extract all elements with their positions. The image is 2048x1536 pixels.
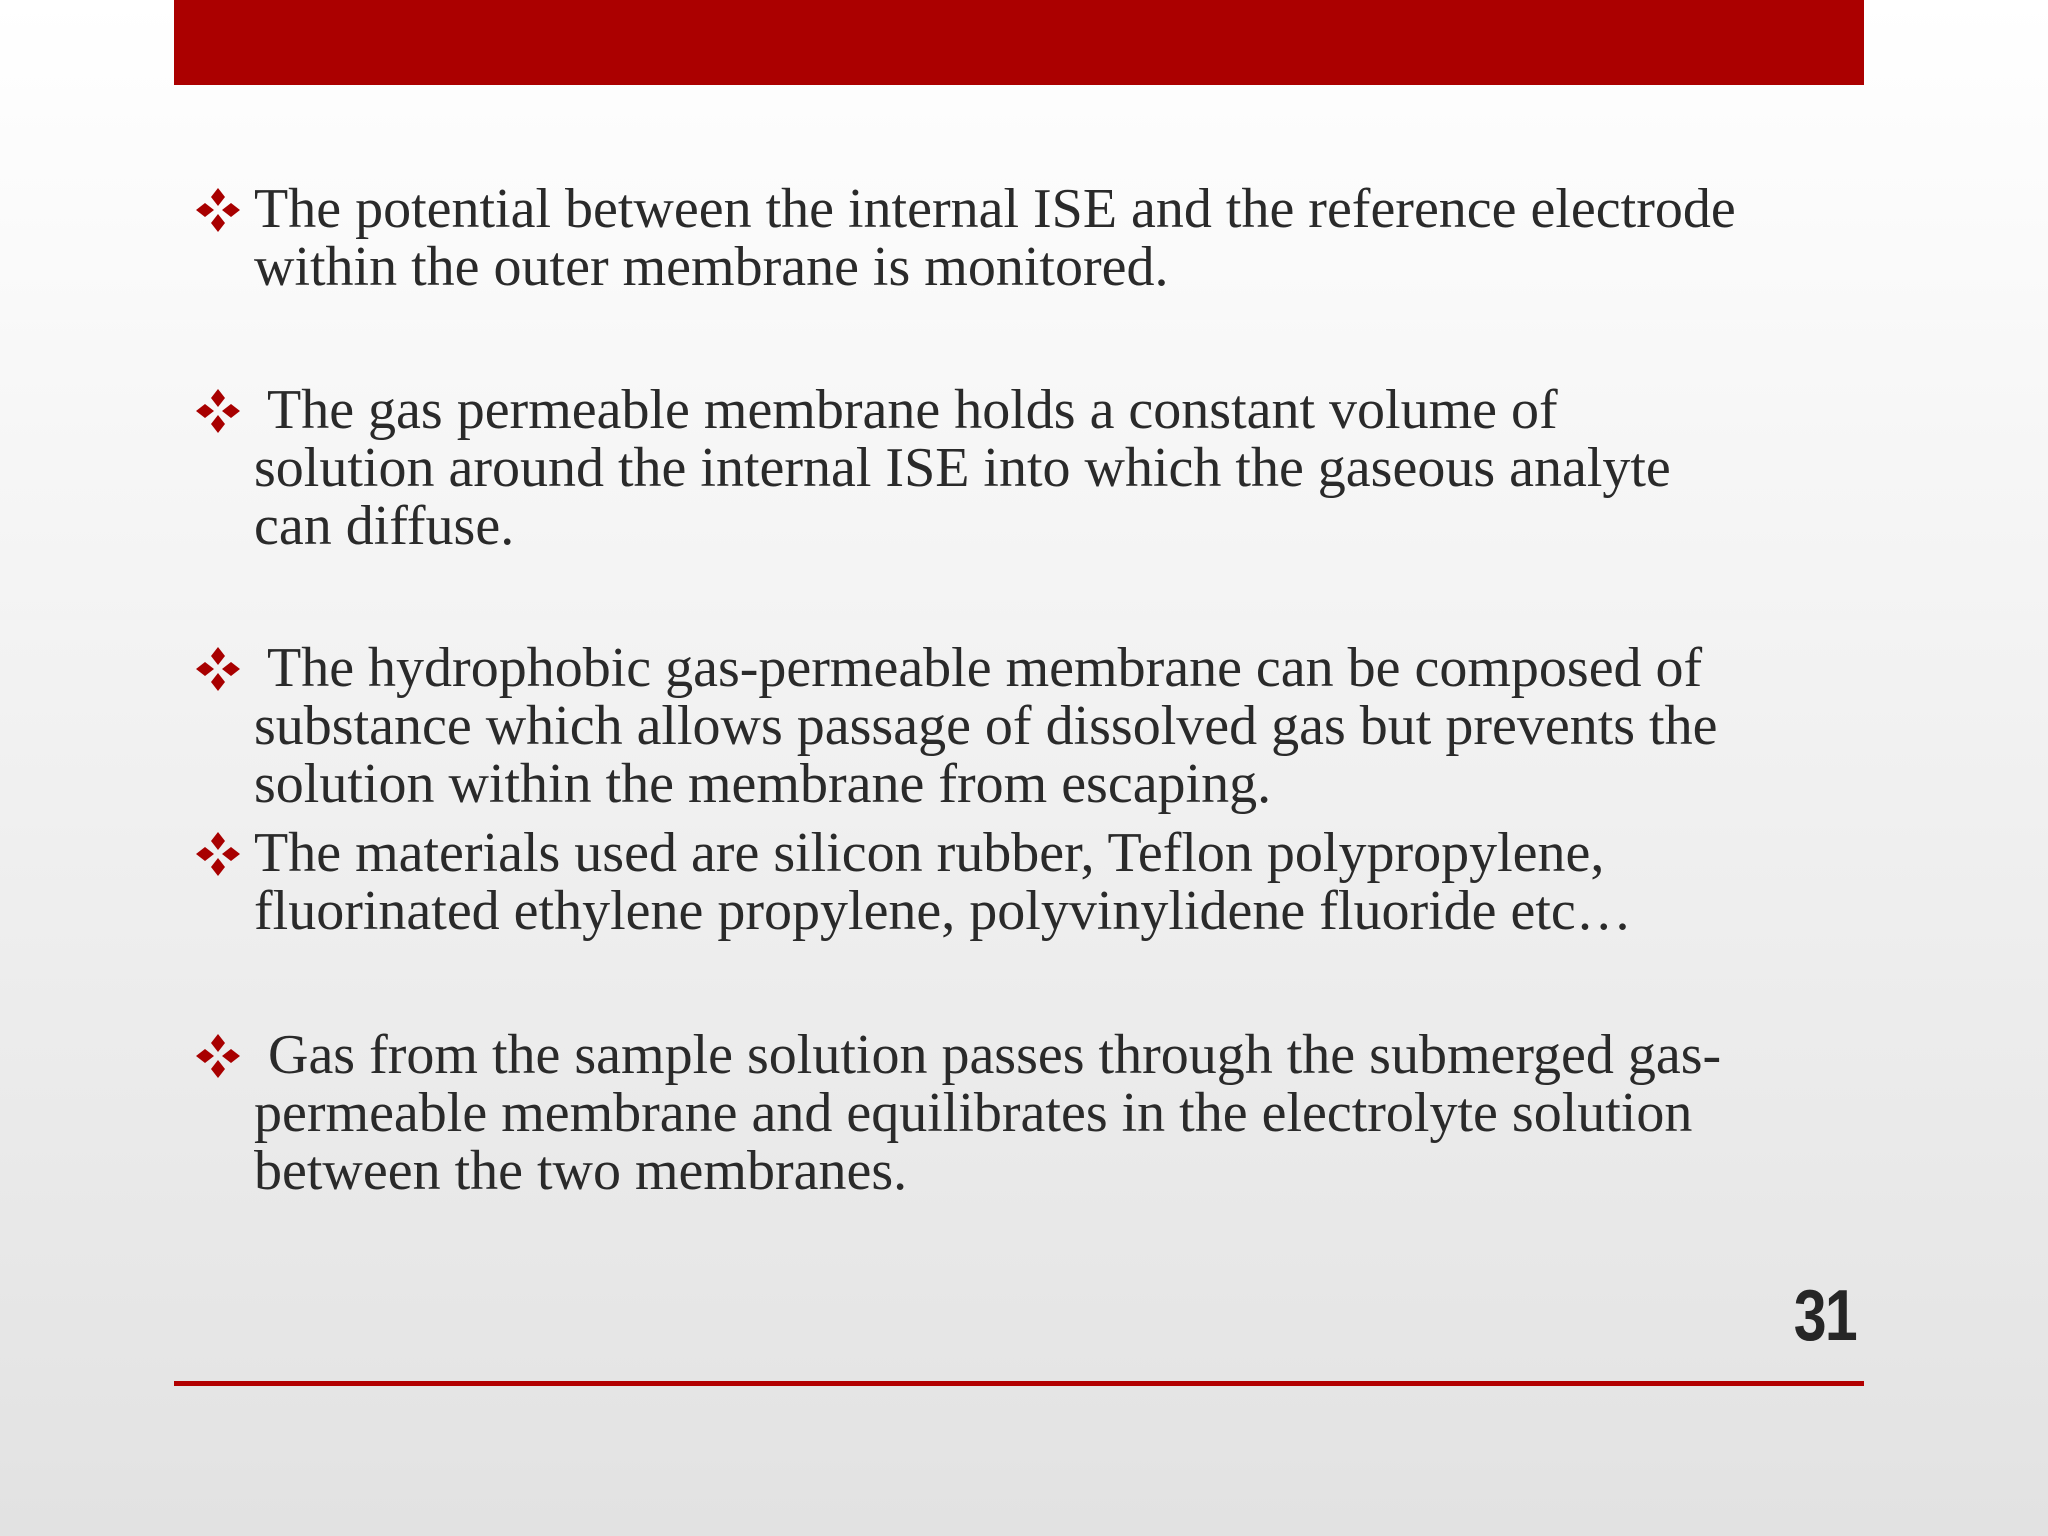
bullet-line: The gas permeable membrane holds a constant volume of [254,379,1558,441]
four-diamond-icon [192,184,244,236]
bullet-item [192,180,1872,296]
bullet-line: can diffuse. [254,495,515,557]
bullet-item [192,381,1872,555]
four-diamond-icon [192,385,244,437]
bullet-item [192,824,1872,940]
bullet-line: permeable membrane and equilibrates in the electrolyte solution [254,1082,1693,1144]
bullet-line: fluorinated ethylene propylene, polyvinylidene fluoride etc… [254,880,1632,942]
bullet-line: The hydrophobic gas-permeable membrane can be composed of [254,637,1703,699]
bullet-text [254,1026,1872,1200]
bullet-line: Gas from the sample solution passes through the submerged gas- [254,1024,1722,1086]
bullet-text [254,180,1872,296]
page-number: 31 [1793,1276,1856,1356]
bullet-item [192,639,1872,813]
footer-rule [174,1381,1864,1386]
bullet-item [192,1026,1872,1200]
four-diamond-icon [192,828,244,880]
bullet-line: The potential between the internal ISE and the reference electrode [254,178,1736,240]
four-diamond-icon [192,1030,244,1082]
bullet-line: within the outer membrane is monitored. [254,236,1169,298]
bullet-text [254,639,1872,813]
bullet-text [254,381,1872,555]
bullet-line: substance which allows passage of dissolved gas but prevents the [254,695,1718,757]
four-diamond-icon [192,643,244,695]
bullet-line: between the two membranes. [254,1140,908,1202]
header-bar [174,0,1864,85]
bullet-line: solution around the internal ISE into which the gaseous analyte [254,437,1671,499]
bullet-line: The materials used are silicon rubber, Teflon polypropylene, [254,822,1605,884]
bullet-text [254,824,1872,940]
bullet-line: solution within the membrane from escaping. [254,753,1272,815]
